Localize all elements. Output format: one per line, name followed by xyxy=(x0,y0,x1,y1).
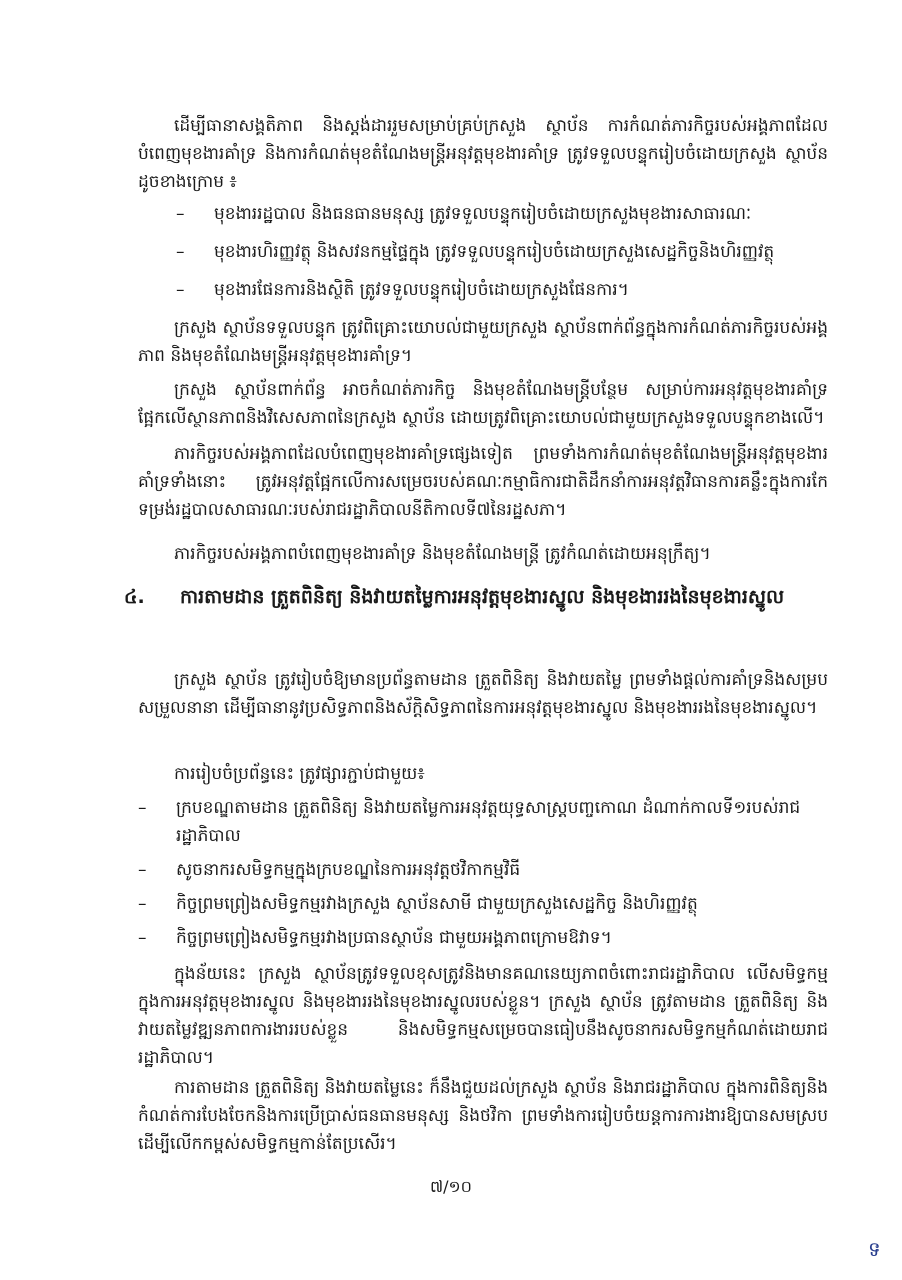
section-number: ៤. xyxy=(124,586,145,608)
bullet-text: សូចនាករសមិទ្ធកម្មក្នុងក្របខណ្ឌនៃការអនុវត្តថវិកាកម្មវិធី xyxy=(176,860,521,880)
paragraph-other-support: ភារកិច្ចរបស់អង្គភាពដែលបំពេញមុខងារគាំទ្រផ្សេងទៀត ព្រមទាំងការកំណត់មុខតំណែងមន្ត្រីអនុវត្តមុខងារគាំទ្រទាំងនោះ ត្រូវអនុវត្តផ្អែកលើការសម្រេចរបស់គណៈកម្មាធិការជាតិដឹកនាំការអនុវត្តវិធានការគន្លឹះក្នុងការកែទម្រង់រដ្ឋបាលសាធារណៈរបស់រាជរដ្ឋាភិបាលនីតិកាលទី៧នៃរដ្ឋសភា។ xyxy=(138,444,828,520)
paragraph-system-linkage: ការរៀបចំប្រព័ន្ធនេះ ត្រូវផ្សារភ្ជាប់ជាមួយ៖ xyxy=(174,764,425,784)
bullet-dash: – xyxy=(138,798,147,818)
paragraph-subdecree: ភារកិច្ចរបស់អង្គភាពបំពេញមុខងារគាំទ្រ និងមុខតំណែងមន្ត្រី ត្រូវកំណត់ដោយអនុក្រឹត្យ។ xyxy=(174,544,711,564)
bullet-text: មុខងារហិរញ្ញវត្ថុ និងសវនកម្មផ្ទៃក្នុង ត្រូវទទួលបន្ទុករៀបចំដោយក្រសួងសេដ្ឋកិច្ចនិងហិរញ្ញវត្ថុ xyxy=(214,242,775,262)
bullet-text: កិច្ចព្រមព្រៀងសមិទ្ធកម្មរវាងប្រធានស្ថាប័ន ជាមួយអង្គភាពក្រោមឱវាទ។ xyxy=(176,928,612,948)
bullet-dash: – xyxy=(176,204,185,224)
paragraph-standardization: ដើម្បីធានាសង្គតិភាព និងស្តង់ដាររួមសម្រាប់គ្រប់ក្រសួង ស្ថាប័ន ការកំណត់ភារកិច្ចរបស់អង្គភាពដែលបំពេញមុខងារគាំទ្រ និងការកំណត់មុខតំណែងមន្ត្រីអនុវត្តមុខងារគាំទ្រ ត្រូវទទួលបន្ទុករៀបចំដោយក្រសួង ស្ថាប័ន ដូចខាងក្រោម ៖ xyxy=(138,116,828,192)
bullet-performance-indicators xyxy=(138,856,830,884)
bullet-dash: – xyxy=(176,242,185,262)
bullet-dash: – xyxy=(138,860,147,880)
bullet-text: មុខងាររដ្ឋបាល និងធនធានមនុស្ស ត្រូវទទួលបន្ទុករៀបចំដោយក្រសួងមុខងារសាធារណៈ xyxy=(214,204,752,224)
paragraph-monitoring-system: ក្រសួង ស្ថាប័ន ត្រូវរៀបចំឱ្យមានប្រព័ន្ធតាមដាន ត្រួតពិនិត្យ និងវាយតម្លៃ ព្រមទាំងផ្តល់ការគាំទ្រនិងសម្របសម្រួលនានា ដើម្បីធានានូវប្រសិទ្ធភាពនិងស័ក្តិសិទ្ធភាពនៃការអនុវត្តមុខងារស្នូល និងមុខងាររងនៃមុខងារស្នូល។ xyxy=(138,670,828,718)
bullet-text: កិច្ចព្រមព្រៀងសមិទ្ធកម្មរវាងក្រសួង ស្ថាប័នសាមី ជាមួយក្រសួងសេដ្ឋកិច្ច និងហិរញ្ញវត្ថុ xyxy=(176,894,698,914)
bullet-institution-agreement xyxy=(138,924,830,952)
paragraph-resource-allocation: ការតាមដាន ត្រួតពិនិត្យ និងវាយតម្លៃនេះ ក៏នឹងជួយដល់ក្រសួង ស្ថាប័ន និងរាជរដ្ឋាភិបាល ក្នុងការពិនិត្យនិងកំណត់ការបែងចែកនិងការប្រើប្រាស់ធនធានមនុស្ស និងថវិកា ព្រមទាំងការរៀបចំយន្តការការងារឱ្យបានសមស្របដើម្បីលើកកម្ពស់សមិទ្ធកម្មកាន់តែប្រសើរ។ xyxy=(138,1078,828,1154)
bullet-dash: – xyxy=(176,280,185,300)
paragraph-consultation: ក្រសួង ស្ថាប័នទទួលបន្ទុក ត្រូវពិគ្រោះយោបល់ជាមួយក្រសួង ស្ថាប័នពាក់ព័ន្ធក្នុងការកំណត់ភារកិច្ចរបស់អង្គភាព និងមុខតំណែងមន្ត្រីអនុវត្តមុខងារគាំទ្រ។ xyxy=(138,318,828,366)
bullet-dash: – xyxy=(138,928,147,948)
bullet-planning-stats xyxy=(176,276,864,304)
page-number: ៧/១០ xyxy=(430,1177,472,1196)
bullet-text: មុខងារផែនការនិងស្ថិតិ ត្រូវទទួលបន្ទុករៀបចំដោយក្រសួងផែនការ។ xyxy=(214,280,629,300)
section-heading xyxy=(124,574,828,620)
bullet-dash: – xyxy=(138,894,147,914)
bullet-finance-audit xyxy=(176,238,864,266)
paragraph-additional-tasks: ក្រសួង ស្ថាប័នពាក់ព័ន្ធ អាចកំណត់ភារកិច្ច និងមុខតំណែងមន្ត្រីបន្ថែម សម្រាប់ការអនុវត្តមុខងារគាំទ្រផ្អែកលើស្ថានភាពនិងវិសេសភាពនៃក្រសួង ស្ថាប័ន ដោយត្រូវពិគ្រោះយោបល់ជាមួយក្រសួងទទួលបន្ទុកខាងលើ។ xyxy=(138,380,828,428)
paragraph-accountability: ក្នុងន័យនេះ ក្រសួង ស្ថាប័នត្រូវទទួលខុសត្រូវនិងមានគណនេយ្យភាពចំពោះរាជរដ្ឋាភិបាល លើសមិទ្ធកម្មក្នុងការអនុវត្តមុខងារស្នូល និងមុខងាររងនៃមុខងារស្នូលរបស់ខ្លួន។ ក្រសួង ស្ថាប័ន ត្រូវតាមដាន ត្រួតពិនិត្យ និងវាយតម្លៃវឌ្ឍនភាពការងាររបស់ខ្លួន និងសមិទ្ធកម្មសម្រេចបានធៀបនឹងសូចនាករសមិទ្ធកម្មកំណត់ដោយរាជរដ្ឋាភិបាល។ xyxy=(138,964,828,1068)
bullet-pentagonal-framework xyxy=(138,794,830,850)
handwritten-initial: ទ xyxy=(868,1237,881,1261)
bullet-ministry-agreement xyxy=(138,890,830,918)
bullet-text: ក្របខណ្ឌតាមដាន ត្រួតពិនិត្យ និងវាយតម្លៃការអនុវត្តយុទ្ធសាស្ត្របញ្ចកោណ ដំណាក់កាលទី១របស់រាជរដ្ឋាភិបាល xyxy=(176,798,801,846)
section-title: ការតាមដាន ត្រួតពិនិត្យ និងវាយតម្លៃការអនុវត្តមុខងារស្នូល និងមុខងាររងនៃមុខងារស្នូល xyxy=(180,586,785,608)
bullet-admin-hr xyxy=(176,200,864,228)
